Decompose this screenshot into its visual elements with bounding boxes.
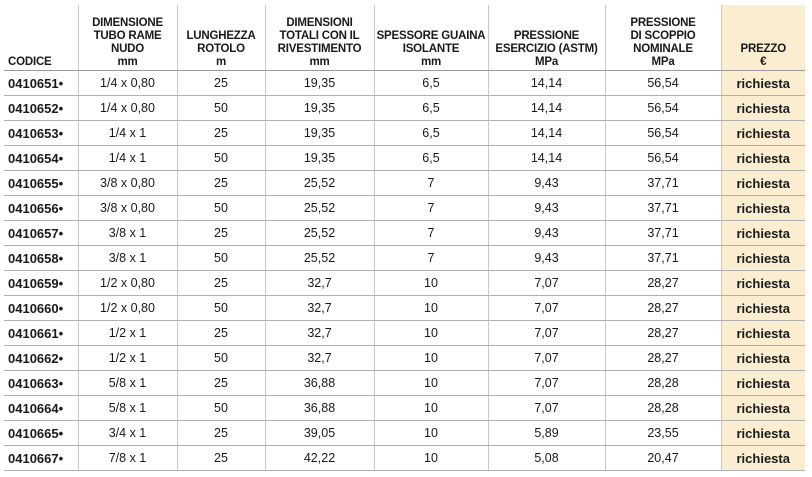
header-spessore: [374, 5, 488, 71]
length-cell: 25: [177, 71, 265, 96]
total-dimension-cell: 32,7: [265, 296, 374, 321]
total-dimension-cell: 25,52: [265, 246, 374, 271]
header-prezzo: [721, 5, 805, 71]
header-pressione-scoppio: [605, 5, 721, 71]
burst-pressure-cell: 56,54: [605, 96, 721, 121]
header-line: CODICE: [8, 56, 52, 68]
table-row: [4, 396, 805, 421]
length-cell: 50: [177, 396, 265, 421]
working-pressure-cell: 9,43: [488, 221, 605, 246]
dimension-cell: 3/8 x 1: [78, 246, 177, 271]
table-body: [4, 71, 805, 471]
header-line: TOTALI CON IL: [279, 30, 360, 42]
length-cell: 25: [177, 171, 265, 196]
price-cell: richiesta: [721, 371, 805, 396]
header-pressione-esercizio: [488, 5, 605, 71]
length-cell: 50: [177, 296, 265, 321]
code-cell: 0410665•: [4, 421, 78, 446]
header-line: mm: [309, 56, 330, 68]
working-pressure-cell: 7,07: [488, 396, 605, 421]
length-cell: 25: [177, 371, 265, 396]
code-cell: 0410662•: [4, 346, 78, 371]
table-row: [4, 196, 805, 221]
price-cell: richiesta: [721, 396, 805, 421]
dimension-cell: 1/2 x 1: [78, 346, 177, 371]
price-cell: richiesta: [721, 71, 805, 96]
dimension-cell: 3/8 x 0,80: [78, 171, 177, 196]
dimension-cell: 5/8 x 1: [78, 371, 177, 396]
burst-pressure-cell: 37,71: [605, 196, 721, 221]
insulation-thickness-cell: 7: [374, 171, 488, 196]
code-cell: 0410661•: [4, 321, 78, 346]
price-cell: richiesta: [721, 246, 805, 271]
length-cell: 25: [177, 446, 265, 471]
insulation-thickness-cell: 10: [374, 371, 488, 396]
header-line: MPa: [534, 56, 559, 68]
header-line: mm: [117, 56, 138, 68]
table-row: [4, 371, 805, 396]
price-cell: richiesta: [721, 171, 805, 196]
working-pressure-cell: 7,07: [488, 371, 605, 396]
dimension-cell: 3/8 x 1: [78, 221, 177, 246]
table-row: [4, 171, 805, 196]
total-dimension-cell: 39,05: [265, 421, 374, 446]
working-pressure-cell: 7,07: [488, 271, 605, 296]
burst-pressure-cell: 28,27: [605, 271, 721, 296]
length-cell: 50: [177, 146, 265, 171]
table-row: [4, 271, 805, 296]
header-dimensione: [78, 5, 177, 71]
header-line: PRESSIONE: [630, 17, 696, 29]
dimension-cell: 5/8 x 1: [78, 396, 177, 421]
header-line: DIMENSIONE: [92, 17, 163, 29]
header-line: PREZZO: [740, 43, 786, 55]
working-pressure-cell: 7,07: [488, 346, 605, 371]
total-dimension-cell: 19,35: [265, 71, 374, 96]
price-cell: richiesta: [721, 446, 805, 471]
length-cell: 25: [177, 221, 265, 246]
insulation-thickness-cell: 10: [374, 421, 488, 446]
dimension-cell: 1/4 x 0,80: [78, 96, 177, 121]
table-row: [4, 296, 805, 321]
table-row: [4, 321, 805, 346]
working-pressure-cell: 14,14: [488, 146, 605, 171]
dimension-cell: 1/2 x 0,80: [78, 271, 177, 296]
code-cell: 0410658•: [4, 246, 78, 271]
burst-pressure-cell: 20,47: [605, 446, 721, 471]
working-pressure-cell: 9,43: [488, 171, 605, 196]
length-cell: 50: [177, 346, 265, 371]
code-cell: 0410655•: [4, 171, 78, 196]
header-line: PRESSIONE: [513, 30, 580, 42]
table-row: [4, 221, 805, 246]
length-cell: 25: [177, 271, 265, 296]
table-header: [4, 5, 805, 71]
price-cell: richiesta: [721, 96, 805, 121]
insulation-thickness-cell: 10: [374, 321, 488, 346]
price-cell: richiesta: [721, 321, 805, 346]
header-line: ESERCIZIO (ASTM): [495, 43, 598, 55]
burst-pressure-cell: 23,55: [605, 421, 721, 446]
working-pressure-cell: 7,07: [488, 296, 605, 321]
total-dimension-cell: 32,7: [265, 271, 374, 296]
table-row: [4, 246, 805, 271]
insulation-thickness-cell: 6,5: [374, 71, 488, 96]
dimension-cell: 1/4 x 1: [78, 146, 177, 171]
code-cell: 0410659•: [4, 271, 78, 296]
length-cell: 50: [177, 196, 265, 221]
table-row: [4, 121, 805, 146]
insulation-thickness-cell: 10: [374, 271, 488, 296]
insulation-thickness-cell: 7: [374, 246, 488, 271]
header-dimensioni-totali: [265, 5, 374, 71]
price-cell: richiesta: [721, 271, 805, 296]
total-dimension-cell: 25,52: [265, 221, 374, 246]
table-row: [4, 421, 805, 446]
burst-pressure-cell: 28,27: [605, 321, 721, 346]
total-dimension-cell: 36,88: [265, 371, 374, 396]
product-table: [4, 5, 805, 471]
code-cell: 0410664•: [4, 396, 78, 421]
insulation-thickness-cell: 10: [374, 396, 488, 421]
burst-pressure-cell: 56,54: [605, 71, 721, 96]
working-pressure-cell: 7,07: [488, 321, 605, 346]
header-line: DI SCOPPIO: [630, 30, 696, 42]
working-pressure-cell: 14,14: [488, 71, 605, 96]
insulation-thickness-cell: 10: [374, 296, 488, 321]
burst-pressure-cell: 37,71: [605, 221, 721, 246]
total-dimension-cell: 32,7: [265, 346, 374, 371]
code-cell: 0410653•: [4, 121, 78, 146]
code-cell: 0410654•: [4, 146, 78, 171]
code-cell: 0410656•: [4, 196, 78, 221]
header-line: ROTOLO: [197, 43, 245, 55]
header-line: NUDO: [110, 43, 145, 55]
insulation-thickness-cell: 7: [374, 196, 488, 221]
insulation-thickness-cell: 6,5: [374, 146, 488, 171]
total-dimension-cell: 36,88: [265, 396, 374, 421]
price-cell: richiesta: [721, 121, 805, 146]
table-row: [4, 146, 805, 171]
working-pressure-cell: 9,43: [488, 246, 605, 271]
working-pressure-cell: 14,14: [488, 121, 605, 146]
insulation-thickness-cell: 7: [374, 221, 488, 246]
dimension-cell: 3/4 x 1: [78, 421, 177, 446]
header-row: [4, 5, 805, 71]
total-dimension-cell: 19,35: [265, 96, 374, 121]
header-line: mm: [420, 56, 442, 68]
header-line: LUNGHEZZA: [186, 30, 256, 42]
header-line: MPa: [651, 56, 675, 68]
header-line: NOMINALE: [633, 43, 693, 55]
insulation-thickness-cell: 6,5: [374, 96, 488, 121]
price-cell: richiesta: [721, 421, 805, 446]
dimension-cell: 7/8 x 1: [78, 446, 177, 471]
code-cell: 0410663•: [4, 371, 78, 396]
header-line: TUBO RAME: [93, 30, 162, 42]
dimension-cell: 1/2 x 0,80: [78, 296, 177, 321]
code-cell: 0410660•: [4, 296, 78, 321]
header-line: DIMENSIONI: [286, 17, 353, 29]
insulation-thickness-cell: 6,5: [374, 121, 488, 146]
dimension-cell: 3/8 x 0,80: [78, 196, 177, 221]
burst-pressure-cell: 37,71: [605, 246, 721, 271]
length-cell: 50: [177, 96, 265, 121]
header-line: SPESSORE GUAINA: [376, 30, 486, 42]
code-cell: 0410657•: [4, 221, 78, 246]
total-dimension-cell: 19,35: [265, 146, 374, 171]
insulation-thickness-cell: 10: [374, 346, 488, 371]
dimension-cell: 1/2 x 1: [78, 321, 177, 346]
burst-pressure-cell: 56,54: [605, 121, 721, 146]
header-line: ISOLANTE: [402, 43, 460, 55]
length-cell: 25: [177, 421, 265, 446]
working-pressure-cell: 5,89: [488, 421, 605, 446]
length-cell: 25: [177, 121, 265, 146]
total-dimension-cell: 32,7: [265, 321, 374, 346]
header-line: €: [760, 56, 767, 68]
burst-pressure-cell: 28,27: [605, 296, 721, 321]
table-row: [4, 446, 805, 471]
price-cell: richiesta: [721, 221, 805, 246]
price-cell: richiesta: [721, 196, 805, 221]
header-line: m: [215, 56, 227, 68]
header-line: RIVESTIMENTO: [277, 43, 362, 55]
burst-pressure-cell: 28,27: [605, 346, 721, 371]
code-cell: 0410667•: [4, 446, 78, 471]
price-cell: richiesta: [721, 296, 805, 321]
working-pressure-cell: 14,14: [488, 96, 605, 121]
burst-pressure-cell: 28,28: [605, 371, 721, 396]
code-cell: 0410651•: [4, 71, 78, 96]
table-row: [4, 96, 805, 121]
table-row: [4, 346, 805, 371]
working-pressure-cell: 5,08: [488, 446, 605, 471]
total-dimension-cell: 25,52: [265, 171, 374, 196]
burst-pressure-cell: 28,28: [605, 396, 721, 421]
dimension-cell: 1/4 x 1: [78, 121, 177, 146]
code-cell: 0410652•: [4, 96, 78, 121]
burst-pressure-cell: 56,54: [605, 146, 721, 171]
price-cell: richiesta: [721, 146, 805, 171]
total-dimension-cell: 19,35: [265, 121, 374, 146]
insulation-thickness-cell: 10: [374, 446, 488, 471]
burst-pressure-cell: 37,71: [605, 171, 721, 196]
working-pressure-cell: 9,43: [488, 196, 605, 221]
length-cell: 25: [177, 321, 265, 346]
total-dimension-cell: 42,22: [265, 446, 374, 471]
dimension-cell: 1/4 x 0,80: [78, 71, 177, 96]
length-cell: 50: [177, 246, 265, 271]
header-lunghezza: [177, 5, 265, 71]
header-codice: [4, 5, 78, 71]
total-dimension-cell: 25,52: [265, 196, 374, 221]
price-cell: richiesta: [721, 346, 805, 371]
table-row: [4, 71, 805, 96]
